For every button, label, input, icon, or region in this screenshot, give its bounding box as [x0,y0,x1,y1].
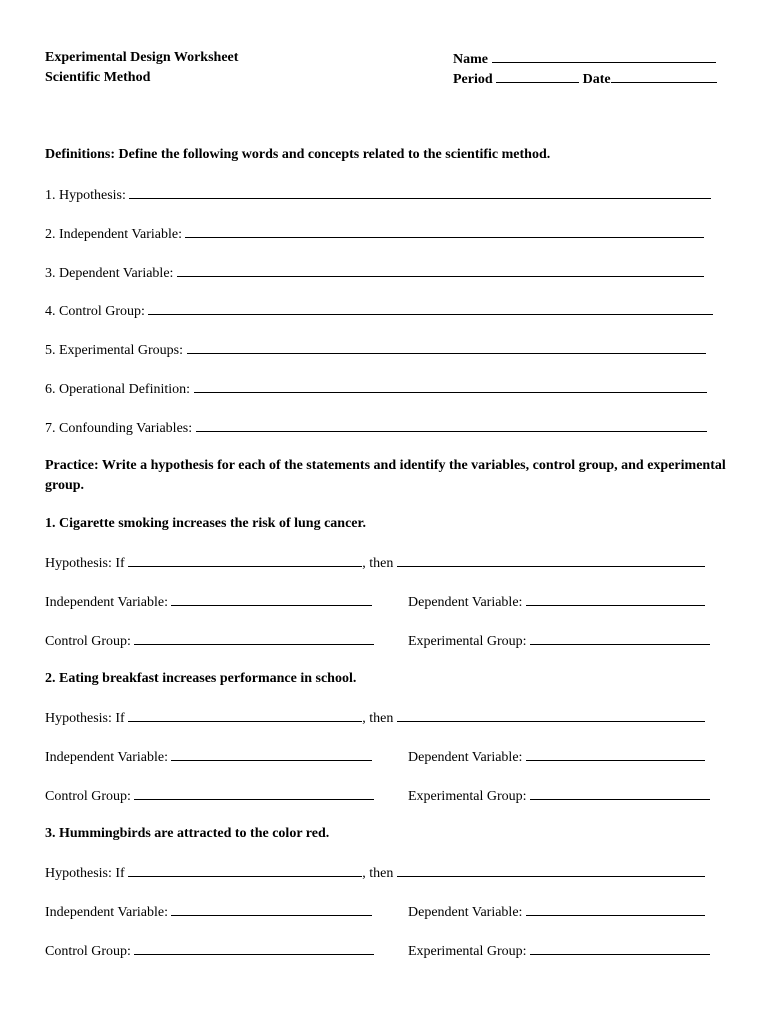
independent-variable-field[interactable] [171,902,372,916]
definition-answer-field[interactable] [187,340,706,354]
definition-label: 5. Experimental Groups: [45,343,184,358]
control-group-row [45,786,374,806]
experimental-group-label: Experimental Group: [408,634,527,649]
control-group-row [45,941,374,961]
experimental-group-field[interactable] [530,786,710,800]
definition-row [45,340,706,360]
dependent-variable-row [408,592,705,612]
control-group-label: Control Group: [45,789,131,804]
definition-answer-field[interactable] [129,185,711,199]
definition-answer-field[interactable] [194,379,707,393]
dependent-variable-row [408,902,705,922]
experimental-group-label: Experimental Group: [408,789,527,804]
definitions-heading: Definitions: Define the following words and concepts related to the scientific method. [45,147,551,162]
hypothesis-if-label: Hypothesis: If [45,711,125,726]
dependent-variable-field[interactable] [526,747,705,761]
experimental-group-label: Experimental Group: [408,944,527,959]
period-date-row [453,69,717,89]
definition-label: 1. Hypothesis: [45,188,126,203]
practice-statement: 3. Hummingbirds are attracted to the color red. [45,826,330,841]
date-label: Date [582,72,611,87]
worksheet-title: Experimental Design Worksheet [45,50,239,65]
definition-label: 7. Confounding Variables: [45,421,193,436]
hypothesis-row [45,863,705,883]
definition-label: 4. Control Group: [45,304,145,319]
control-group-field[interactable] [134,941,374,955]
practice-statement: 2. Eating breakfast increases performance in school. [45,671,357,686]
independent-variable-row [45,902,372,922]
definition-answer-field[interactable] [148,301,713,315]
hypothesis-then-label: , then [362,556,394,571]
hypothesis-then-field[interactable] [397,863,705,877]
practice-statement: 1. Cigarette smoking increases the risk of lung cancer. [45,516,366,531]
experimental-group-field[interactable] [530,941,710,955]
dependent-variable-label: Dependent Variable: [408,750,523,765]
experimental-group-row [408,941,710,961]
name-label: Name [453,52,488,67]
definition-row [45,224,704,244]
definition-label: 3. Dependent Variable: [45,266,174,281]
independent-variable-row [45,747,372,767]
definition-answer-field[interactable] [177,263,704,277]
definition-row [45,263,704,283]
hypothesis-if-field[interactable] [128,863,362,877]
definition-label: 6. Operational Definition: [45,382,191,397]
dependent-variable-label: Dependent Variable: [408,905,523,920]
dependent-variable-field[interactable] [526,902,705,916]
dependent-variable-row [408,747,705,767]
independent-variable-label: Independent Variable: [45,595,168,610]
dependent-variable-field[interactable] [526,592,705,606]
control-group-label: Control Group: [45,944,131,959]
definition-answer-field[interactable] [185,224,704,238]
control-group-field[interactable] [134,786,374,800]
period-field[interactable] [496,69,579,83]
independent-variable-field[interactable] [171,592,372,606]
name-row [453,49,716,69]
independent-variable-label: Independent Variable: [45,905,168,920]
hypothesis-then-label: , then [362,866,394,881]
experimental-group-field[interactable] [530,631,710,645]
definition-row [45,301,713,321]
experimental-group-row [408,786,710,806]
worksheet-subtitle: Scientific Method [45,70,151,85]
control-group-row [45,631,374,651]
experimental-group-row [408,631,710,651]
hypothesis-if-field[interactable] [128,708,362,722]
hypothesis-then-field[interactable] [397,708,705,722]
definition-row [45,418,707,438]
hypothesis-row [45,708,705,728]
control-group-field[interactable] [134,631,374,645]
hypothesis-row [45,553,705,573]
control-group-label: Control Group: [45,634,131,649]
definition-row [45,185,711,205]
hypothesis-then-label: , then [362,711,394,726]
independent-variable-field[interactable] [171,747,372,761]
date-field[interactable] [611,69,717,83]
definition-answer-field[interactable] [196,418,707,432]
hypothesis-then-field[interactable] [397,553,705,567]
independent-variable-label: Independent Variable: [45,750,168,765]
period-label: Period [453,72,493,87]
dependent-variable-label: Dependent Variable: [408,595,523,610]
hypothesis-if-field[interactable] [128,553,362,567]
definition-label: 2. Independent Variable: [45,227,182,242]
hypothesis-if-label: Hypothesis: If [45,866,125,881]
definition-row [45,379,707,399]
practice-heading: Practice: Write a hypothesis for each of the statements and identify the variables, control group, and experimental group. [45,458,726,493]
name-field[interactable] [492,49,716,63]
independent-variable-row [45,592,372,612]
hypothesis-if-label: Hypothesis: If [45,556,125,571]
